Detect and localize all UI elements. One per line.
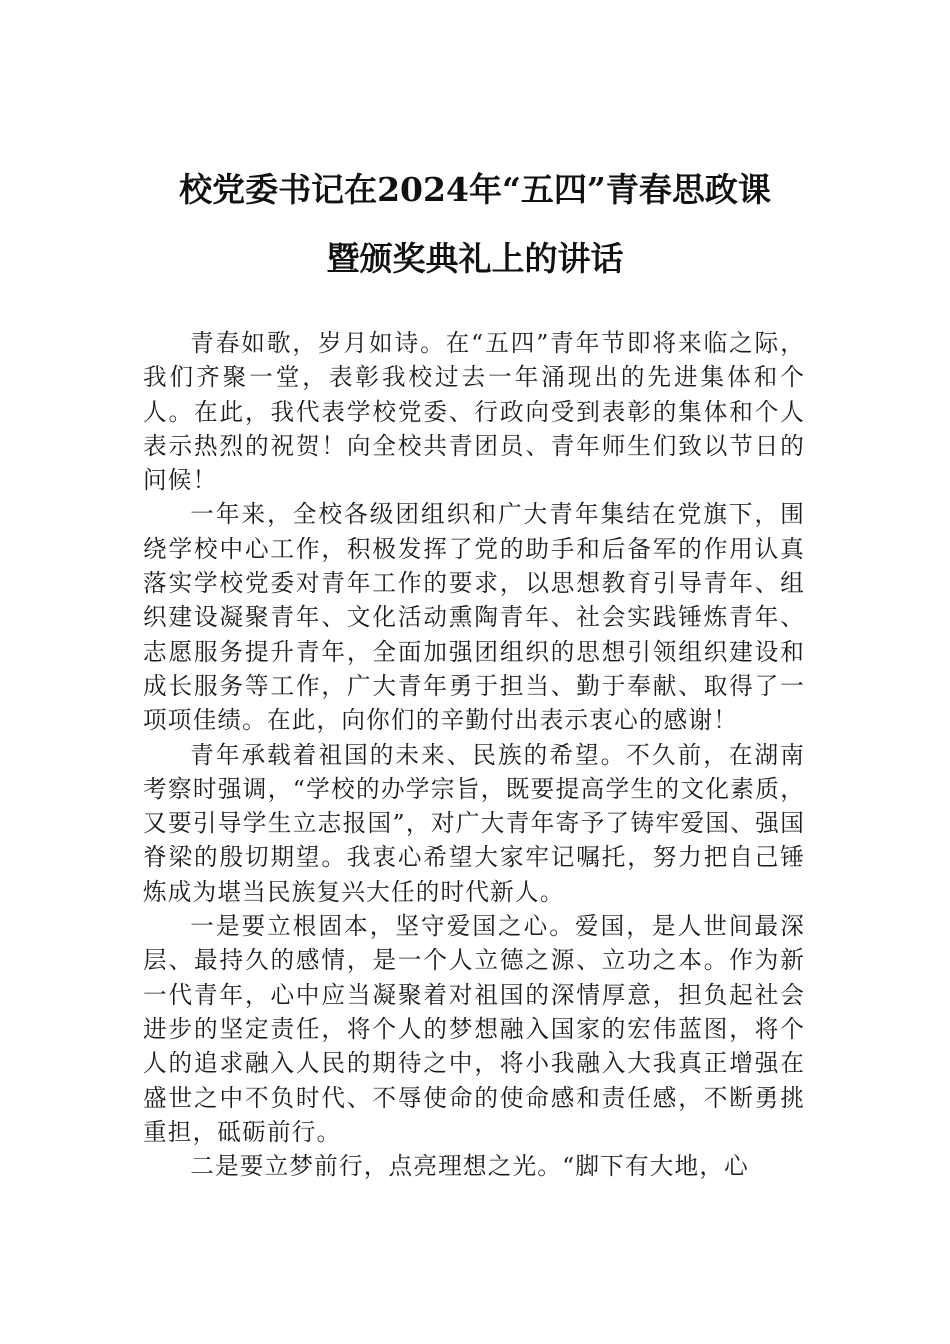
page-title-line-2: 暨颁奖典礼上的讲话 — [326, 239, 624, 278]
paragraph: 一是要立根固本，坚守爱国之心。爱国，是人世间最深层、最持久的感情，是一个人立德之源、立功之本。作为新一代青年，心中应当凝聚着对祖国的深情厚意，担负起社会进步的坚定责任，将个人的梦想融入国家的宏伟蓝图，将个人的追求融入人民的期待之中，将小我融入大我真正增强在盛世之中不负时代、不辱使命的使命感和责任感，不断勇挑重担，砥砺前行。 — [143, 912, 805, 1146]
page-title-line-1: 校党委书记在2024年“五四”青春思政课 — [179, 170, 771, 209]
document-body — [143, 326, 805, 1183]
paragraph: 二是要立梦前行，点亮理想之光。“脚下有大地，心 — [190, 1152, 749, 1181]
paragraph: 一年来，全校各级团组织和广大青年集结在党旗下，围绕学校中心工作，积极发挥了党的助手和后备军的作用认真落实学校党委对青年工作的要求，以思想教育引导青年、组织建设凝聚青年、文化活动熏陶青年、社会实践锤炼青年、志愿服务提升青年，全面加强团组织的思想引领组织建设和成长服务等工作，广大青年勇于担当、勤于奉献、取得了一项项佳绩。在此，向你们的辛勤付出表示衷心的感谢！ — [143, 500, 805, 735]
paragraph: 青年承载着祖国的未来、民族的希望。不久前，在湖南考察时强调，“学校的办学宗旨，既要提高学生的文化素质，又要引导学生立志报国”，对广大青年寄予了铸牢爱国、强国脊梁的殷切期望。我衷心希望大家牢记嘱托，努力把自己锤炼成为堪当民族复兴大任的时代新人。 — [143, 740, 805, 906]
paragraph: 青春如歌，岁月如诗。在“五四”青年节即将来临之际，我们齐聚一堂，表彰我校过去一年涌现出的先进集体和个人。在此，我代表学校党委、行政向受到表彰的集体和个人表示热烈的祝贺！向全校共青团员、青年师生们致以节日的问候！ — [143, 329, 805, 495]
